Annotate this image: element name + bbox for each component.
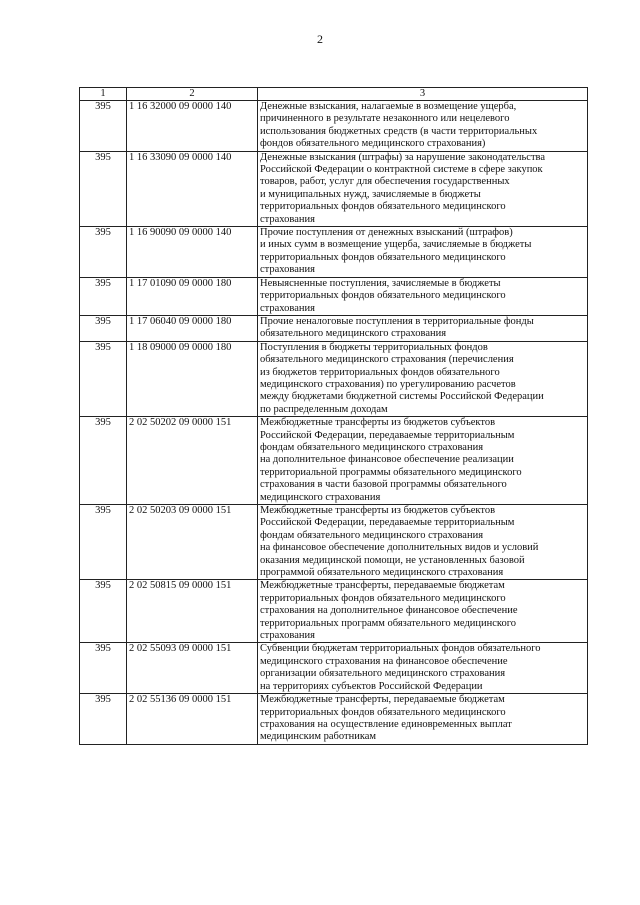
budget-code-cell: 2 02 50203 09 0000 151: [127, 505, 258, 580]
table-row: [80, 101, 588, 152]
description-line: страхования: [260, 302, 315, 314]
description-line: медицинского страхования: [260, 491, 381, 503]
description-line: причиненного в результате незаконного или нецелевого: [260, 113, 510, 125]
admin-code-cell: 395: [80, 580, 127, 643]
budget-code-cell: 1 17 06040 09 0000 180: [127, 315, 258, 341]
description-cell: [258, 227, 588, 278]
description-line: Межбюджетные трансферты из бюджетов субъектов: [260, 417, 496, 429]
table-row: [80, 341, 588, 416]
description-line: и муниципальных нужд, зачисляемые в бюджеты: [260, 188, 481, 200]
description-line: страхования в части базовой программы обязательного: [260, 479, 507, 491]
description-line: по распределенным доходам: [260, 403, 388, 415]
description-line: Субвенции бюджетам территориальных фондов обязательного: [260, 643, 541, 655]
admin-code-cell: 395: [80, 277, 127, 315]
description-cell: [258, 151, 588, 226]
table-row: [80, 417, 588, 505]
description-line: между бюджетами бюджетной системы Российской Федерации: [260, 391, 544, 403]
description-line: Прочие поступления от денежных взысканий (штрафов): [260, 227, 513, 239]
page-number: 2: [317, 32, 323, 46]
description-cell: [258, 101, 588, 152]
budget-code-cell: 1 18 09000 09 0000 180: [127, 341, 258, 416]
table-row: [80, 505, 588, 580]
description-line: Денежные взыскания, налагаемые в возмещение ущерба,: [260, 101, 517, 112]
table-row: [80, 694, 588, 745]
header-row: [80, 88, 588, 101]
admin-code-cell: 395: [80, 694, 127, 745]
description-line: использования бюджетных средств (в части территориальных: [260, 125, 538, 137]
description-line: на дополнительное финансовое обеспечение реализации: [260, 454, 514, 466]
description-line: на территориях субъектов Российской Федерации: [260, 680, 483, 692]
description-line: территориальных фондов обязательного медицинского: [260, 201, 506, 213]
budget-code-cell: 1 17 01090 09 0000 180: [127, 277, 258, 315]
description-line: на финансовое обеспечение дополнительных видов и условий: [260, 542, 539, 554]
description-line: фондам обязательного медицинского страхования: [260, 441, 484, 453]
description-line: фондов обязательного медицинского страхования): [260, 138, 486, 150]
description-cell: [258, 417, 588, 505]
budget-code-cell: 1 16 33090 09 0000 140: [127, 151, 258, 226]
description-line: территориальных фондов обязательного медицинского: [260, 290, 506, 302]
description-cell: [258, 694, 588, 745]
description-line: медицинского страхования) по урегулированию расчетов: [260, 378, 516, 390]
budget-codes-table: [79, 87, 588, 745]
description-line: страхования: [260, 213, 315, 225]
description-cell: [258, 505, 588, 580]
admin-code-cell: 395: [80, 227, 127, 278]
description-cell: [258, 341, 588, 416]
description-line: медицинского страхования на финансовое обеспечение: [260, 655, 508, 667]
admin-code-cell: 395: [80, 151, 127, 226]
admin-code-cell: 395: [80, 643, 127, 694]
admin-code-cell: 395: [80, 101, 127, 152]
budget-code-cell: 1 16 32000 09 0000 140: [127, 101, 258, 152]
description-line: Российской Федерации, передаваемые территориальным: [260, 517, 515, 529]
description-line: Межбюджетные трансферты, передаваемые бюджетам: [260, 580, 505, 592]
description-line: и иных сумм в возмещение ущерба, зачисляемые в бюджеты: [260, 239, 532, 251]
table-row: [80, 580, 588, 643]
admin-code-cell: 395: [80, 505, 127, 580]
budget-code-cell: 2 02 50815 09 0000 151: [127, 580, 258, 643]
column-header-3: 3: [258, 88, 588, 101]
description-cell: [258, 277, 588, 315]
table-row: [80, 643, 588, 694]
description-line: территориальных фондов обязательного медицинского: [260, 592, 506, 604]
description-line: страхования на дополнительное финансовое обеспечение: [260, 605, 518, 617]
description-line: из бюджетов территориальных фондов обязательного: [260, 366, 500, 378]
budget-code-cell: 1 16 90090 09 0000 140: [127, 227, 258, 278]
table-row: [80, 277, 588, 315]
admin-code-cell: 395: [80, 417, 127, 505]
table-row: [80, 227, 588, 278]
description-line: Межбюджетные трансферты, передаваемые бюджетам: [260, 694, 505, 706]
description-line: медицинским работникам: [260, 731, 377, 743]
admin-code-cell: 395: [80, 315, 127, 341]
column-header-2: 2: [127, 88, 258, 101]
description-line: Прочие неналоговые поступления в территориальные фонды: [260, 315, 534, 327]
description-line: оказания медицинской помощи, не установленных базовой: [260, 554, 525, 566]
description-line: территориальных фондов обязательного медицинского: [260, 251, 506, 263]
table-row: [80, 151, 588, 226]
description-line: обязательного медицинского страхования (перечисления: [260, 354, 514, 366]
budget-code-cell: 2 02 55093 09 0000 151: [127, 643, 258, 694]
description-line: товаров, работ, услуг для обеспечения государственных: [260, 176, 510, 188]
description-line: программой обязательного медицинского страхования: [260, 567, 504, 579]
description-line: страхования: [260, 630, 315, 642]
description-line: страхования: [260, 264, 315, 276]
description-line: территориальных фондов обязательного медицинского: [260, 706, 506, 718]
column-header-1: 1: [80, 88, 127, 101]
description-line: Российской Федерации, передаваемые территориальным: [260, 429, 515, 441]
description-line: Денежные взыскания (штрафы) за нарушение законодательства: [260, 151, 546, 163]
description-line: Невыясненные поступления, зачисляемые в бюджеты: [260, 277, 501, 289]
description-line: территориальных программ обязательного медицинского: [260, 617, 517, 629]
budget-code-cell: 2 02 55136 09 0000 151: [127, 694, 258, 745]
description-line: Межбюджетные трансферты из бюджетов субъектов: [260, 505, 496, 516]
description-line: страхования на осуществление единовременных выплат: [260, 718, 512, 730]
description-line: обязательного медицинского страхования: [260, 328, 447, 340]
description-line: Поступления в бюджеты территориальных фондов: [260, 341, 488, 353]
admin-code-cell: 395: [80, 341, 127, 416]
description-line: территориальной программы обязательного медицинского: [260, 466, 522, 478]
budget-code-cell: 2 02 50202 09 0000 151: [127, 417, 258, 505]
description-cell: [258, 315, 588, 341]
description-cell: [258, 580, 588, 643]
table-row: [80, 315, 588, 341]
description-line: фондам обязательного медицинского страхования: [260, 529, 484, 541]
description-line: организации обязательного медицинского страхования: [260, 668, 506, 680]
description-cell: [258, 643, 588, 694]
table-body: [80, 101, 588, 745]
description-line: Российской Федерации о контрактной системе в сфере закупок: [260, 164, 543, 176]
